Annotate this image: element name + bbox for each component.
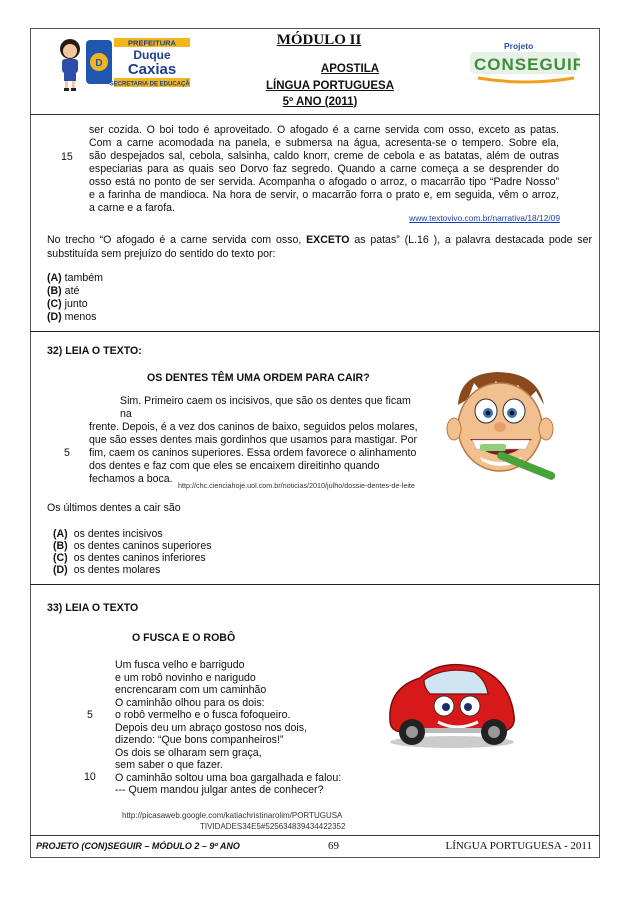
svg-text:D: D xyxy=(95,58,103,69)
q33-poem xyxy=(115,659,395,797)
text-line: a carne e a farofa. xyxy=(89,202,175,214)
student-mascot-image xyxy=(56,38,84,92)
poem-line: o robô vermelho e o fusca fofoqueiro. xyxy=(115,709,291,721)
q31-question: No trecho “O afogado é a carne servida com osso, EXCETO as patas” (L.16 ), a palavra destacada pode ser xyxy=(47,234,593,246)
q32-source: http://chc.cienciahoje.uol.com.br/noticias/2010/julho/dossie-dentes-de-leite xyxy=(178,481,415,490)
option-c[interactable]: (C) junto xyxy=(47,298,88,310)
option-d[interactable]: (D) menos xyxy=(47,311,97,323)
text-line: dos dentes e faz com que eles se encaixem direitinho quando xyxy=(89,460,380,472)
option-a[interactable]: (A) os dentes incisivos xyxy=(53,528,163,540)
poem-line: sem saber o que fazer. xyxy=(115,759,223,771)
footer-right: LÍNGUA PORTUGUESA - 2011 xyxy=(445,840,592,852)
text-line: frente. Depois, é a vez dos caninos de baixo, seguidos pelos molares, xyxy=(89,421,418,433)
module-title: MÓDULO II xyxy=(276,32,362,48)
text-line: fechamos a boca. xyxy=(89,473,173,485)
poem-line: O caminhão olhou para os dois: xyxy=(115,696,265,709)
poem-line: encrencaram com um caminhão xyxy=(115,684,267,696)
line-number: 10 xyxy=(84,771,96,783)
text-line: ser cozida. O boi todo é aproveitado. O afogado é a carne servida com osso, exceto as patas. xyxy=(89,124,559,136)
svg-text:Projeto: Projeto xyxy=(504,41,534,51)
text-line: especiarias para as quais seo Dorvo faz segredo. Quando a carne começa a se desprender do xyxy=(89,163,559,175)
prefeitura-logo xyxy=(86,38,190,88)
text-line: e a farinha de mandioca. Na hora de servir, o macarrão forra o prato e, em seguida, vêm o arroz, xyxy=(89,189,559,201)
subject-line-apostila: APOSTILA xyxy=(320,63,380,75)
option-a[interactable]: (A) também xyxy=(47,272,103,284)
header-rule xyxy=(30,114,600,115)
q32-text-block xyxy=(89,395,422,486)
line-number: 5 xyxy=(87,709,93,721)
text-line: Com a carne acomodada na panela, e submersa na água, acresenta-se o tempero. Sobre ela, xyxy=(89,137,559,149)
footer-left: PROJETO (CON)SEGUIR – MÓDULO 2 – 9º ANO xyxy=(36,841,240,851)
poem-line: Um fusca velho e barrigudo xyxy=(115,659,245,671)
text-line: Sim. Primeiro caem os incisivos, que são os dentes que ficam na xyxy=(120,395,411,420)
subject-line-lingua: LÍNGUA PORTUGUESA xyxy=(266,80,394,92)
q33-source-line2: TIVIDADES34E5#525634839434422352 xyxy=(200,822,346,831)
text-line: fim, caem os caninos superiores. Essa ordem favorece o alinhamento xyxy=(89,447,417,459)
poem-line: e um robô novinho e narigudo xyxy=(115,671,256,684)
q33-source-line1: http://picasaweb.google.com/katiachristinarolim/PORTUGUSA xyxy=(122,811,343,820)
page-number: 69 xyxy=(328,840,339,852)
section-divider xyxy=(30,584,600,585)
poem-line: Os dois se olharam sem graça, xyxy=(115,746,262,759)
q32-title: OS DENTES TÊM UMA ORDEM PARA CAIR? xyxy=(147,372,370,384)
q32-question: Os últimos dentes a cair são xyxy=(47,502,181,514)
svg-text:SECRETARIA DE EDUCAÇÃO: SECRETARIA DE EDUCAÇÃO xyxy=(109,81,190,88)
text-line: que são esses dentes mais gordinhos que usamos para mastigar. Por xyxy=(89,434,418,446)
footer-rule xyxy=(30,835,600,836)
text-line: são despejados sal, cebola, salsinha, caldo knorr, creme de cebola e as batatas, além de outras xyxy=(89,150,559,162)
q31-text-block xyxy=(89,124,559,215)
boy-brushing-teeth-image xyxy=(440,367,565,487)
poem-line: --- Quem mandou julgar antes de conhecer? xyxy=(115,784,324,796)
option-d[interactable]: (D) os dentes molares xyxy=(53,564,161,576)
poem-line: Depois deu um abraço gostoso nos dois, xyxy=(115,721,307,734)
q31-question-line2: substituída sem prejuízo do sentido do texto por: xyxy=(47,248,276,260)
poem-line: dizendo: “Que bons companheiros!” xyxy=(115,734,284,746)
option-b[interactable]: (B) até xyxy=(47,285,80,297)
q33-heading: 33) LEIA O TEXTO xyxy=(47,602,139,614)
svg-text:Caxias: Caxias xyxy=(127,61,177,78)
line-number: 5 xyxy=(64,447,70,459)
q32-heading: 32) LEIA O TEXTO: xyxy=(47,345,142,357)
section-divider xyxy=(30,331,600,332)
poem-line: O caminhão soltou uma boa gargalhada e falou: xyxy=(115,771,342,784)
subject-line-ano: 5º ANO (2011) xyxy=(282,96,358,108)
red-car-image xyxy=(382,650,522,750)
line-number: 15 xyxy=(61,151,73,163)
option-b[interactable]: (B) os dentes caninos superiores xyxy=(53,540,212,552)
svg-text:PREFEITURA: PREFEITURA xyxy=(128,38,176,48)
svg-text:CONSEGUIR: CONSEGUIR xyxy=(474,55,580,74)
option-c[interactable]: (C) os dentes caninos inferiores xyxy=(53,552,206,564)
q31-source-link[interactable]: www.textovivo.com.br/narrativa/18/12/09 xyxy=(409,213,560,223)
svg-text:Duque: Duque xyxy=(133,48,171,62)
projeto-conseguir-logo xyxy=(470,38,580,86)
q33-title: O FUSCA E O ROBÔ xyxy=(132,632,236,644)
text-line: osso está no ponto de ser servida. Acompanha o afogado o arroz, o macarrão tipo “Padre Nosso” xyxy=(89,176,559,188)
